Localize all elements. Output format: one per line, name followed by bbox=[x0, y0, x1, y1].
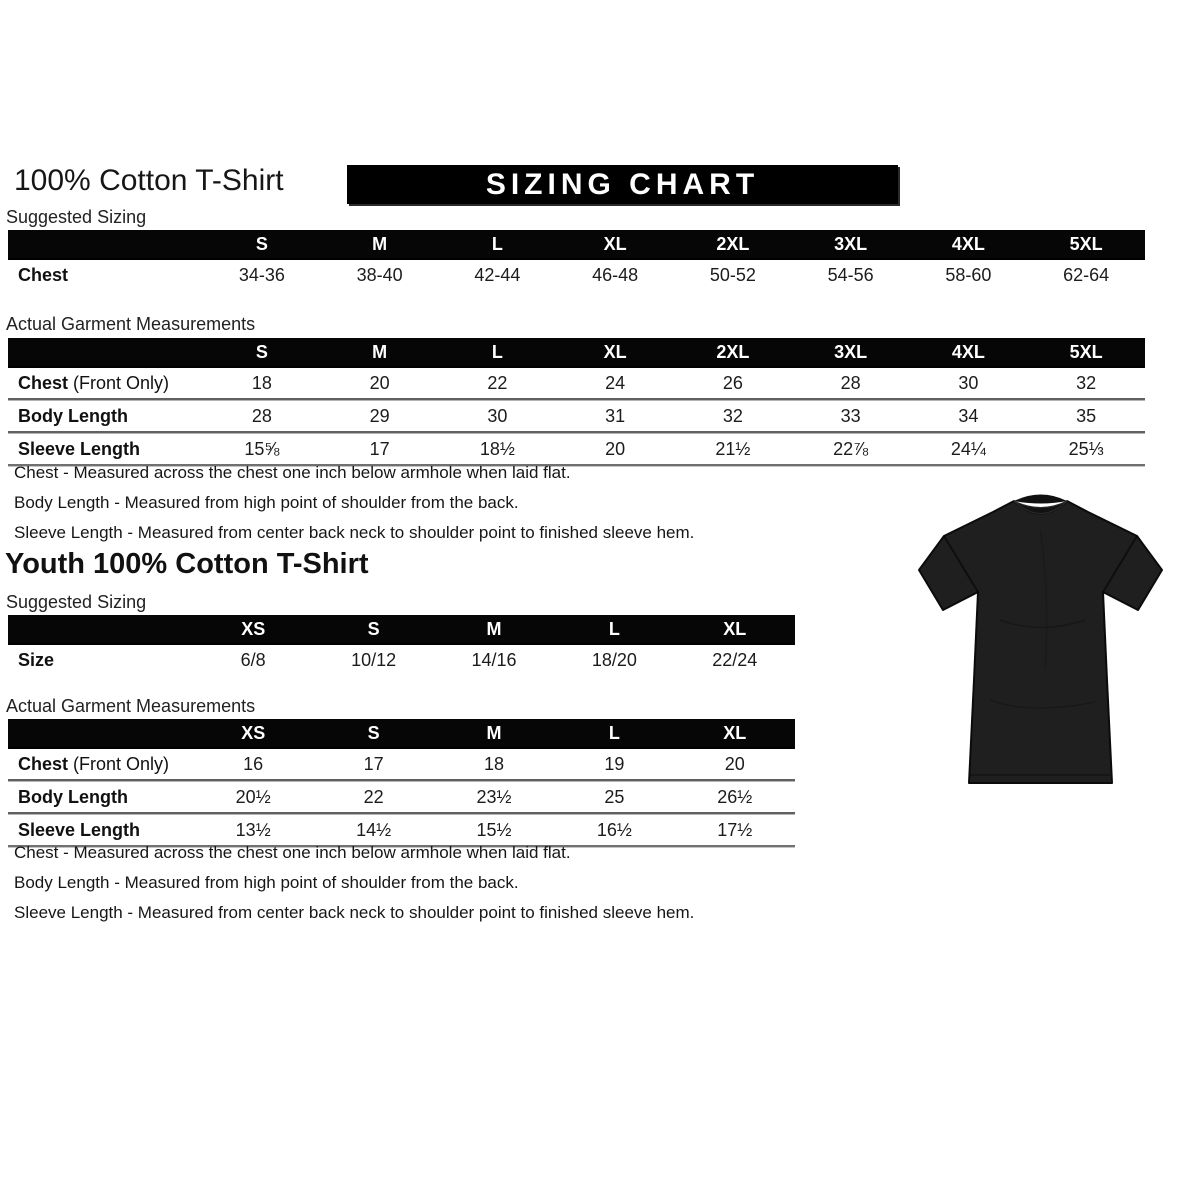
cell-value: 35 bbox=[1076, 405, 1097, 426]
header-cell-size: M bbox=[486, 618, 502, 639]
measurement-notes-youth bbox=[14, 838, 694, 928]
cell-value: 20 bbox=[605, 438, 626, 459]
section-label-adult-suggested: Suggested Sizing bbox=[6, 207, 147, 227]
row-label-suffix: (Front Only) bbox=[68, 753, 170, 774]
header-cell-size: 4XL bbox=[951, 341, 985, 362]
cell-value: 62-64 bbox=[1063, 264, 1110, 285]
cell-value: 18 bbox=[483, 753, 504, 774]
cell-value: 54-56 bbox=[827, 264, 874, 285]
note-sleeve-length: Sleeve Length - Measured from center back neck to shoulder point to finished sleeve hem. bbox=[14, 903, 695, 922]
youth-actual-table bbox=[8, 719, 795, 848]
table-row-body-length bbox=[8, 779, 795, 812]
cell-value: 22⅞ bbox=[833, 438, 869, 459]
row-label-suffix: (Front Only) bbox=[68, 372, 170, 393]
measurement-notes-adult bbox=[14, 458, 694, 548]
header-cell-size: S bbox=[255, 341, 268, 362]
header-cell-size: L bbox=[491, 233, 503, 254]
youth-section-title: Youth 100% Cotton T-Shirt bbox=[5, 548, 369, 580]
row-label bbox=[8, 754, 193, 775]
cell-value: 31 bbox=[605, 405, 626, 426]
cell-value: 19 bbox=[604, 753, 625, 774]
table-row-size bbox=[8, 645, 795, 675]
cell-value: 22 bbox=[363, 786, 384, 807]
cell-value: 28 bbox=[840, 372, 861, 393]
row-label: Body Length bbox=[18, 786, 128, 807]
cell-value: 58-60 bbox=[945, 264, 992, 285]
cell-value: 29 bbox=[369, 405, 390, 426]
cell-value: 10/12 bbox=[351, 649, 397, 670]
note-body-length: Body Length - Measured from high point of shoulder from the back. bbox=[14, 873, 519, 892]
table-row-body-length bbox=[8, 398, 1145, 431]
cell-value: 17 bbox=[363, 753, 384, 774]
table-header-row bbox=[8, 338, 1145, 368]
cell-value: 32 bbox=[722, 405, 743, 426]
cell-value: 21½ bbox=[715, 438, 751, 459]
header-cell-size: 2XL bbox=[716, 233, 750, 254]
header-cell-size: XL bbox=[603, 341, 627, 362]
cell-value: 30 bbox=[958, 372, 979, 393]
header-cell-size: L bbox=[608, 618, 620, 639]
cell-value: 25 bbox=[604, 786, 625, 807]
cell-value: 17 bbox=[369, 438, 390, 459]
cell-value: 34 bbox=[958, 405, 979, 426]
cell-value: 26½ bbox=[717, 786, 753, 807]
table-header-row bbox=[8, 615, 795, 645]
section-label-youth-actual: Actual Garment Measurements bbox=[6, 696, 256, 716]
header-cell-size: XS bbox=[241, 618, 266, 639]
page-title: 100% Cotton T-Shirt bbox=[14, 164, 284, 197]
header-cell-size: L bbox=[491, 341, 503, 362]
cell-value: 16 bbox=[243, 753, 264, 774]
cell-value: 13½ bbox=[235, 819, 271, 840]
cell-value: 20 bbox=[724, 753, 745, 774]
cell-value: 17½ bbox=[717, 819, 753, 840]
header-cell-size: S bbox=[255, 233, 268, 254]
cell-value: 34-36 bbox=[238, 264, 285, 285]
cell-value: 46-48 bbox=[592, 264, 639, 285]
cell-value: 15½ bbox=[476, 819, 512, 840]
cell-value: 23½ bbox=[476, 786, 512, 807]
cell-value: 24¼ bbox=[950, 438, 986, 459]
adult-suggested-table bbox=[8, 230, 1145, 290]
cell-value: 22/24 bbox=[712, 649, 758, 670]
sizing-chart-banner-label: SIZING CHART bbox=[485, 167, 760, 201]
header-cell-size: XS bbox=[241, 722, 266, 743]
header-cell-size: 4XL bbox=[951, 233, 985, 254]
note-chest: Chest - Measured across the chest one inch below armhole when laid flat. bbox=[14, 843, 571, 862]
cell-value: 25⅓ bbox=[1068, 438, 1104, 459]
cell-value: 18 bbox=[251, 372, 272, 393]
cell-value: 38-40 bbox=[356, 264, 403, 285]
table-header-row bbox=[8, 719, 795, 749]
cell-value: 6/8 bbox=[240, 649, 266, 670]
youth-suggested-table bbox=[8, 615, 795, 675]
cell-value: 14/16 bbox=[471, 649, 517, 670]
row-label: Sleeve Length bbox=[18, 438, 141, 459]
note-body-length: Body Length - Measured from high point of shoulder from the back. bbox=[14, 493, 519, 512]
section-label-youth-suggested: Suggested Sizing bbox=[6, 592, 147, 612]
header-cell-size: XL bbox=[723, 618, 747, 639]
header-cell-size: 3XL bbox=[834, 341, 868, 362]
black-tshirt-image bbox=[890, 470, 1192, 808]
row-label: Size bbox=[18, 649, 55, 670]
header-cell-size: M bbox=[372, 233, 388, 254]
cell-value: 18½ bbox=[479, 438, 515, 459]
header-cell-size: XL bbox=[723, 722, 747, 743]
cell-value: 26 bbox=[722, 372, 743, 393]
row-label: Sleeve Length bbox=[18, 819, 141, 840]
note-chest: Chest - Measured across the chest one inch below armhole when laid flat. bbox=[14, 463, 571, 482]
header-cell-size: S bbox=[367, 722, 380, 743]
header-cell-size: 2XL bbox=[716, 341, 750, 362]
header-cell-size: L bbox=[608, 722, 620, 743]
cell-value: 42-44 bbox=[474, 264, 521, 285]
section-label-adult-actual: Actual Garment Measurements bbox=[6, 314, 256, 334]
cell-value: 22 bbox=[487, 372, 508, 393]
cell-value: 28 bbox=[251, 405, 272, 426]
row-label-main: Chest bbox=[18, 753, 69, 774]
row-label-main: Chest bbox=[18, 372, 69, 393]
adult-actual-table bbox=[8, 338, 1145, 467]
cell-value: 30 bbox=[487, 405, 508, 426]
cell-value: 18/20 bbox=[591, 649, 637, 670]
cell-value: 24 bbox=[605, 372, 626, 393]
header-cell-size: M bbox=[372, 341, 388, 362]
cell-value: 50-52 bbox=[709, 264, 756, 285]
table-row-chest bbox=[8, 749, 795, 779]
header-cell-size: 5XL bbox=[1069, 341, 1103, 362]
cell-value: 20½ bbox=[235, 786, 271, 807]
row-label: Chest bbox=[18, 264, 69, 285]
cell-value: 15⅝ bbox=[244, 438, 280, 459]
note-sleeve-length: Sleeve Length - Measured from center back neck to shoulder point to finished sleeve hem. bbox=[14, 523, 695, 542]
cell-value: 16½ bbox=[596, 819, 632, 840]
header-cell-size: 3XL bbox=[834, 233, 868, 254]
table-row-chest bbox=[8, 368, 1145, 398]
table-row-chest bbox=[8, 260, 1145, 290]
header-cell-size: S bbox=[367, 618, 380, 639]
row-label bbox=[8, 373, 203, 394]
cell-value: 32 bbox=[1076, 372, 1097, 393]
cell-value: 33 bbox=[840, 405, 861, 426]
header-cell-size: M bbox=[486, 722, 502, 743]
cell-value: 20 bbox=[369, 372, 390, 393]
header-cell-size: XL bbox=[603, 233, 627, 254]
row-label: Body Length bbox=[18, 405, 128, 426]
table-header-row bbox=[8, 230, 1145, 260]
cell-value: 14½ bbox=[356, 819, 392, 840]
header-cell-size: 5XL bbox=[1069, 233, 1103, 254]
sizing-chart-banner bbox=[347, 165, 898, 204]
